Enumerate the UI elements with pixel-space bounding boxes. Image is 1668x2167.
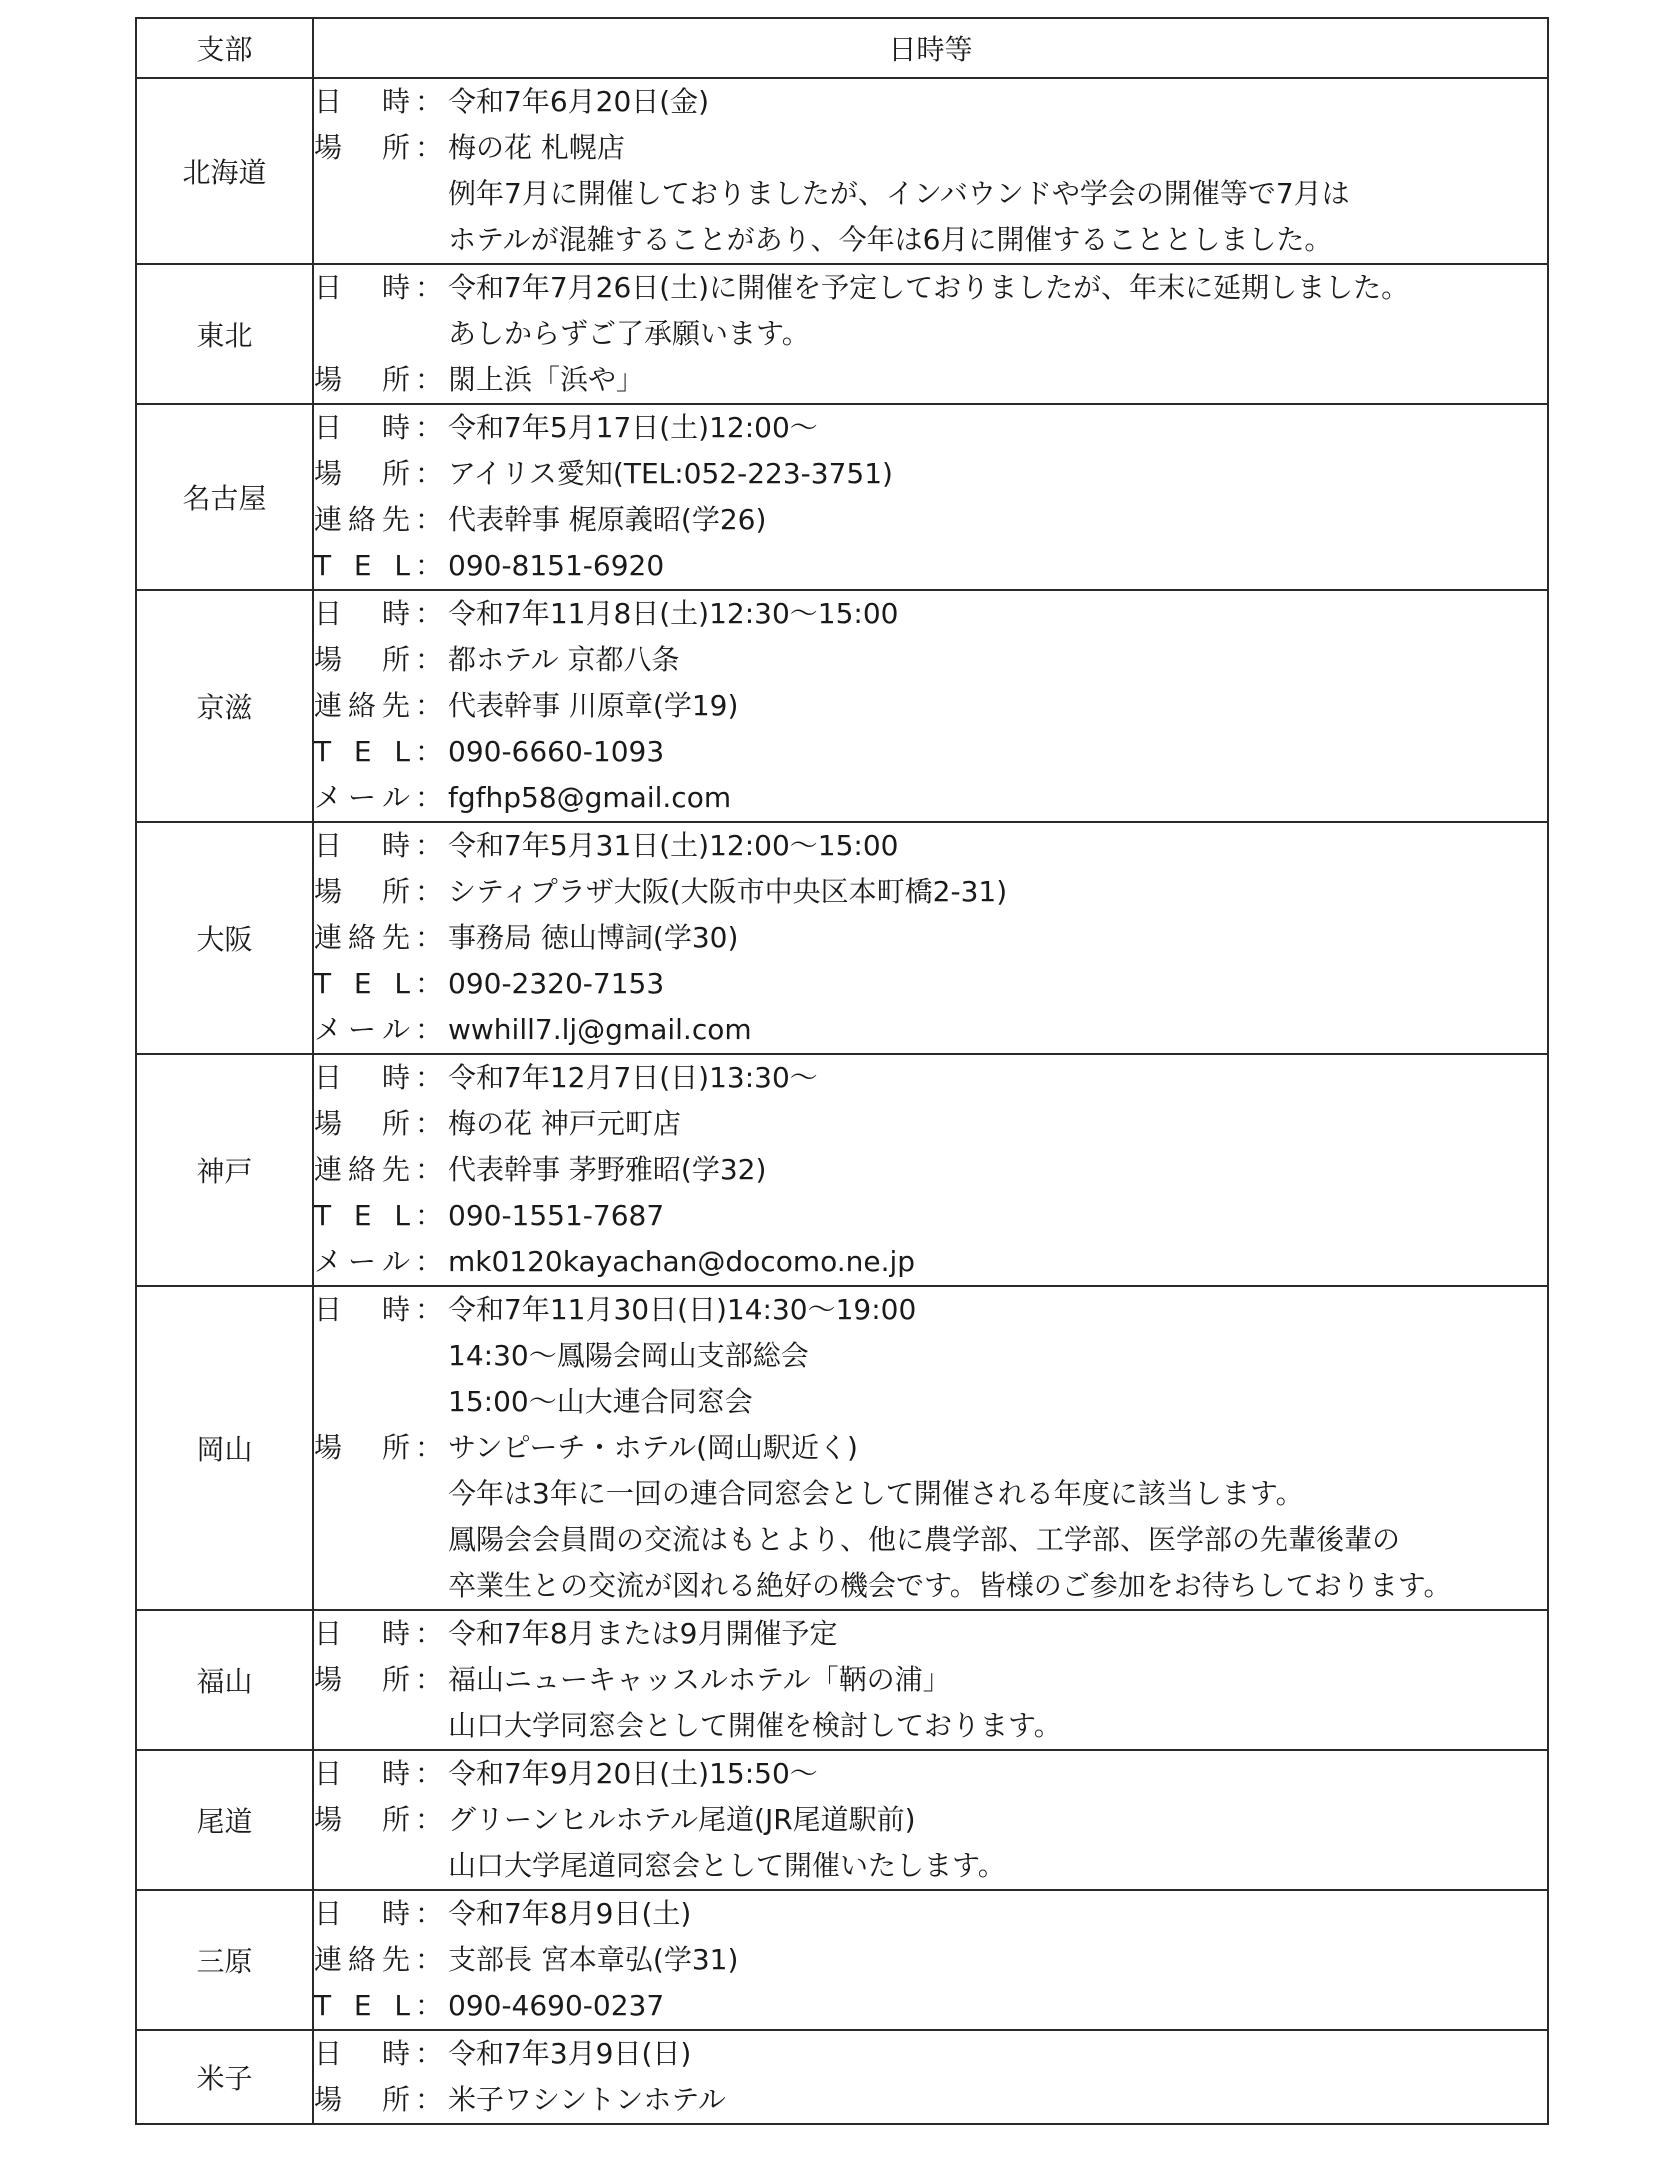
branch-details [313,1610,1548,1750]
table-row [136,2030,1548,2124]
detail-line [314,357,1547,403]
table-row [136,404,1548,590]
label-colon: ： [414,781,443,814]
detail-line [314,1055,1547,1101]
detail-line [314,2077,1547,2123]
field-label: T E L [314,735,410,768]
detail-continuation [314,1563,1547,1609]
detail-continuation [314,1471,1547,1517]
table-row [136,1054,1548,1286]
field-value: 令和7年9月20日(土)15:50～ [448,1757,818,1790]
label-colon: ： [414,829,443,862]
label-colon: ： [414,1061,443,1094]
field-value: 令和7年8月9日(土) [448,1897,692,1930]
label-colon: ： [414,875,443,908]
detail-line [314,637,1547,683]
label-colon: ： [414,1897,443,1930]
label-colon: ： [414,1757,443,1790]
branch-name: 東北 [136,264,313,404]
detail-line [314,79,1547,125]
field-label: 日 時 [314,2037,410,2070]
branch-details [313,822,1548,1054]
detail-line [314,1657,1547,1703]
field-value: 令和7年7月26日(土)に開催を予定しておりましたが、年末に延期しました。 [448,271,1410,304]
branch-name: 神戸 [136,1054,313,1286]
branch-table [135,17,1549,2125]
detail-line [314,729,1547,775]
header-row [136,18,1548,78]
field-value: 梅の花 札幌店 [448,131,625,164]
field-value: 梅の花 神戸元町店 [448,1107,681,1140]
field-value: 代表幹事 梶原義昭(学26) [448,503,767,536]
detail-line [314,1891,1547,1937]
field-label: 連 絡 先 [314,921,410,954]
label-colon: ： [414,363,443,396]
label-colon: ： [414,597,443,630]
field-label: 日 時 [314,1617,410,1650]
field-value: 支部長 宮本章弘(学31) [448,1943,739,1976]
label-colon: ： [414,1663,443,1696]
field-label: 連 絡 先 [314,503,410,536]
field-value: あしからずご了承願います。 [448,317,810,350]
field-label: T E L [314,549,410,582]
label-colon: ： [414,2083,443,2116]
field-label: 連 絡 先 [314,1153,410,1186]
field-value: 令和7年6月20日(金) [448,85,710,118]
detail-line [314,1611,1547,1657]
field-value: 090-4690-0237 [448,1989,665,2022]
label-colon: ： [414,85,443,118]
detail-line [314,265,1547,311]
detail-line [314,543,1547,589]
table-row [136,264,1548,404]
field-value: 代表幹事 茅野雅昭(学32) [448,1153,767,1186]
label-colon: ： [414,1293,443,1326]
field-value: 令和7年5月31日(土)12:00～15:00 [448,829,899,862]
branch-details [313,590,1548,822]
table-row [136,1890,1548,2030]
field-value: 090-2320-7153 [448,967,665,1000]
branch-details [313,1286,1548,1610]
label-colon: ： [414,1199,443,1232]
branch-name: 三原 [136,1890,313,2030]
label-colon: ： [414,921,443,954]
field-value: 山口大学尾道同窓会として開催いたします。 [448,1849,1006,1882]
detail-line [314,1983,1547,2029]
field-value: 090-1551-7687 [448,1199,665,1232]
field-label: T E L [314,1199,410,1232]
label-colon: ： [414,2037,443,2070]
field-value: 代表幹事 川原章(学19) [448,689,739,722]
label-colon: ： [414,689,443,722]
label-colon: ： [414,1013,443,1046]
branch-name: 岡山 [136,1286,313,1610]
field-value: wwhill7.lj@gmail.com [448,1013,752,1046]
field-label: 場 所 [314,131,410,164]
detail-line [314,2031,1547,2077]
detail-line [314,1239,1547,1285]
field-value: 卒業生との交流が図れる絶好の機会です。皆様のご参加をお待ちしております。 [448,1569,1452,1602]
detail-continuation [314,311,1547,357]
detail-line [314,823,1547,869]
field-label: メ ー ル [314,1013,410,1046]
field-label: 場 所 [314,1803,410,1836]
field-value: 令和7年3月9日(日) [448,2037,692,2070]
label-colon: ： [414,1943,443,1976]
detail-continuation [314,1379,1547,1425]
detail-line [314,1147,1547,1193]
label-colon: ： [414,503,443,536]
field-label: 連 絡 先 [314,689,410,722]
branch-name: 福山 [136,1610,313,1750]
field-value: fgfhp58@gmail.com [448,781,732,814]
detail-line [314,1287,1547,1333]
field-label: メ ー ル [314,1245,410,1278]
detail-continuation [314,217,1547,263]
detail-line [314,497,1547,543]
detail-line [314,1797,1547,1843]
label-colon: ： [414,1153,443,1186]
branch-details [313,2030,1548,2124]
field-label: T E L [314,967,410,1000]
header-details: 日時等 [313,18,1548,78]
field-label: 日 時 [314,1293,410,1326]
branch-details [313,1054,1548,1286]
label-colon: ： [414,1803,443,1836]
detail-line [314,1937,1547,1983]
field-value: 今年は3年に一回の連合同窓会として開催される年度に該当します。 [448,1477,1304,1510]
field-label: 日 時 [314,1757,410,1790]
field-value: サンピーチ・ホテル(岡山駅近く) [448,1431,858,1464]
label-colon: ： [414,549,443,582]
field-label: 日 時 [314,411,410,444]
field-value: 令和7年8月または9月開催予定 [448,1617,838,1650]
detail-line [314,405,1547,451]
detail-line [314,1425,1547,1471]
table-body [136,78,1548,2124]
field-value: 例年7月に開催しておりましたが、インバウンドや学会の開催等で7月は [448,177,1350,210]
label-colon: ： [414,131,443,164]
field-label: 連 絡 先 [314,1943,410,1976]
label-colon: ： [414,1431,443,1464]
label-colon: ： [414,411,443,444]
field-label: 日 時 [314,1897,410,1930]
detail-line [314,1751,1547,1797]
header-branch: 支部 [136,18,313,78]
field-label: 場 所 [314,875,410,908]
field-label: 場 所 [314,2083,410,2116]
field-value: グリーンヒルホテル尾道(JR尾道駅前) [448,1803,916,1836]
field-value: 福山ニューキャッスルホテル「鞆の浦」 [448,1663,951,1696]
field-label: 日 時 [314,829,410,862]
branch-name: 大阪 [136,822,313,1054]
field-value: シティプラザ大阪(大阪市中央区本町橋2-31) [448,875,1008,908]
label-colon: ： [414,967,443,1000]
field-label: 場 所 [314,1107,410,1140]
label-colon: ： [414,735,443,768]
field-label: 日 時 [314,271,410,304]
table-row [136,1286,1548,1610]
field-label: 場 所 [314,1431,410,1464]
detail-line [314,775,1547,821]
field-value: 事務局 徳山博詞(学30) [448,921,739,954]
label-colon: ： [414,1617,443,1650]
field-value: 令和7年11月30日(日)14:30～19:00 [448,1293,917,1326]
field-label: 日 時 [314,85,410,118]
field-value: 令和7年12月7日(日)13:30～ [448,1061,818,1094]
field-label: 日 時 [314,1061,410,1094]
field-value: 都ホテル 京都八条 [448,643,680,676]
detail-line [314,683,1547,729]
detail-line [314,961,1547,1007]
branch-details [313,1890,1548,2030]
detail-line [314,1193,1547,1239]
field-label: T E L [314,1989,410,2022]
field-value: 090-8151-6920 [448,549,665,582]
table-row [136,1750,1548,1890]
field-label: メ ー ル [314,781,410,814]
branch-details [313,404,1548,590]
field-value: 閖上浜「浜や」 [448,363,645,396]
field-label: 場 所 [314,363,410,396]
label-colon: ： [414,1107,443,1140]
field-label: 日 時 [314,597,410,630]
detail-continuation [314,1333,1547,1379]
field-value: mk0120kayachan@docomo.ne.jp [448,1245,916,1278]
branch-details [313,78,1548,264]
branch-details [313,264,1548,404]
detail-continuation [314,171,1547,217]
label-colon: ： [414,271,443,304]
field-label: 場 所 [314,643,410,676]
branch-name: 北海道 [136,78,313,264]
field-value: 令和7年5月17日(土)12:00～ [448,411,818,444]
detail-continuation [314,1517,1547,1563]
detail-line [314,1007,1547,1053]
branch-name: 京滋 [136,590,313,822]
field-value: 14:30～鳳陽会岡山支部総会 [448,1339,809,1372]
detail-continuation [314,1703,1547,1749]
field-label: 場 所 [314,457,410,490]
table-row [136,1610,1548,1750]
branch-name: 米子 [136,2030,313,2124]
detail-line [314,451,1547,497]
field-value: ホテルが混雑することがあり、今年は6月に開催することとしました。 [448,223,1333,256]
field-value: 米子ワシントンホテル [448,2083,726,2116]
detail-line [314,869,1547,915]
field-value: 090-6660-1093 [448,735,665,768]
branch-details [313,1750,1548,1890]
detail-line [314,591,1547,637]
field-value: 山口大学同窓会として開催を検討しております。 [448,1709,1062,1742]
table-row [136,822,1548,1054]
branch-schedule [135,17,1547,2125]
field-value: 鳳陽会会員間の交流はもとより、他に農学部、工学部、医学部の先輩後輩の [448,1523,1401,1556]
field-value: 15:00～山大連合同窓会 [448,1385,753,1418]
branch-name: 尾道 [136,1750,313,1890]
table-row [136,78,1548,264]
detail-line [314,125,1547,171]
branch-name: 名古屋 [136,404,313,590]
field-value: 令和7年11月8日(土)12:30～15:00 [448,597,899,630]
field-label: 場 所 [314,1663,410,1696]
table-row [136,590,1548,822]
label-colon: ： [414,1989,443,2022]
detail-line [314,1101,1547,1147]
label-colon: ： [414,457,443,490]
field-value: アイリス愛知(TEL:052-223-3751) [448,457,893,490]
label-colon: ： [414,643,443,676]
detail-continuation [314,1843,1547,1889]
detail-line [314,915,1547,961]
label-colon: ： [414,1245,443,1278]
